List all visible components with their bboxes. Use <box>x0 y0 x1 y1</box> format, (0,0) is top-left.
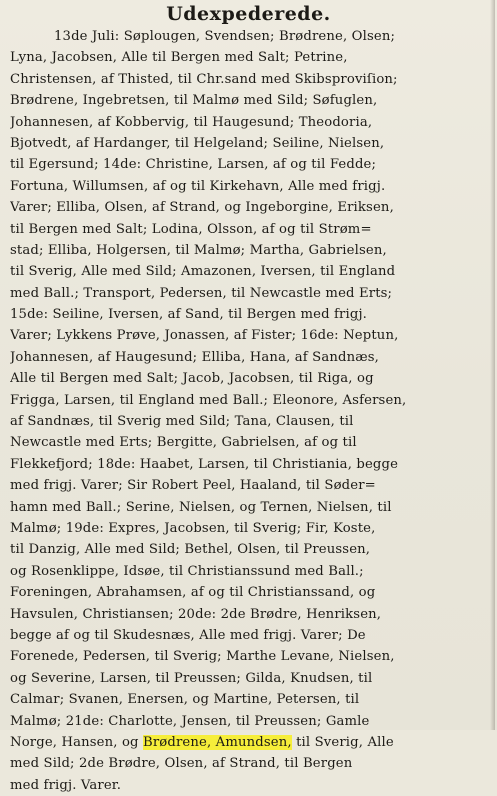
text-line: Calmar; Svanen, Enersen, og Martine, Petersen, til <box>10 692 360 708</box>
text-line: Varer; Elliba, Olsen, af Strand, og Ingeborgine, Eriksen, <box>10 200 394 216</box>
text-line: begge af og til Skudesnæs, Alle med frigj. Varer; De <box>10 627 366 643</box>
text-line: stad; Elliba, Holgersen, til Malmø; Martha, Gabrielsen, <box>10 242 387 258</box>
text-line: Malmø; 19de: Expres, Jacobsen, til Sverig; Fir, Koste, <box>10 520 376 536</box>
text-line: Havsulen, Christiansen; 20de: 2de Brødre, Henriksen, <box>10 606 382 622</box>
text-line: Malmø; 21de: Charlotte, Jensen, til Preussen; Gamle <box>10 713 370 729</box>
text-line: til Danzig, Alle med Sild; Bethel, Olsen, til Preussen, <box>10 542 371 558</box>
text-line-34-before: Norge, Hansen, og <box>10 734 143 750</box>
text-line: hamn med Ball.; Serine, Nielsen, og Ternen, Nielsen, til <box>10 499 392 515</box>
text-line: 15de: Seiline, Iversen, af Sand, til Bergen med frigj. <box>10 307 368 323</box>
text-line: Fortuna, Willumsen, af og til Kirkehavn, Alle med frigj. <box>10 178 386 194</box>
text-line: Foreningen, Abrahamsen, af og til Christianssand, og <box>10 585 376 601</box>
text-line: Frigga, Larsen, til England med Ball.; Eleonore, Asfersen, <box>10 392 407 408</box>
text-line: Alle til Bergen med Salt; Jacob, Jacobsen, til Riga, og <box>10 371 374 387</box>
text-line: Johannesen, af Haugesund; Elliba, Hana, af Sandnæs, <box>10 349 380 365</box>
text-line: til Egersund; 14de: Christine, Larsen, af og til Fedde; <box>10 157 377 173</box>
text-line: og Rosenklippe, Idsøe, til Christianssund med Ball.; <box>10 563 364 579</box>
text-line: Lyna, Jacobsen, Alle til Bergen med Salt; Petrine, <box>10 50 348 66</box>
text-line: med Ball.; Transport, Pedersen, til Newcastle med Erts; <box>10 285 393 301</box>
text-line: til Bergen med Salt; Lodina, Olsson, af og til Strøm= <box>10 221 372 237</box>
page-edge-shadow <box>490 0 495 730</box>
text-line: Brødrene, Ingebretsen, til Malmø med Sild; Søfuglen, <box>10 93 378 109</box>
text-line: Bjotvedt, af Hardanger, til Helgeland; Seiline, Nielsen, <box>10 135 385 151</box>
text-line: Flekkefjord; 18de: Haabet, Larsen, til Christiania, begge <box>10 456 399 472</box>
text-line: Johannesen, af Kobbervig, til Haugesund; Theodoria, <box>10 114 373 130</box>
section-heading: Udexpederede. <box>166 3 331 25</box>
highlighted-phrase: Brødrene, Amundsen, <box>143 734 292 750</box>
text-line: og Severine, Larsen, til Preussen; Gilda, Knudsen, til <box>10 670 373 686</box>
text-line-36: med frigj. Varer. <box>10 777 122 793</box>
text-line: Christensen, af Thisted, til Chr.sand med Skibsproviſion; <box>10 71 398 87</box>
text-line-34 <box>10 732 484 753</box>
text-line: 13de Juli: Søplougen, Svendsen; Brødrene, Olsen; <box>54 29 396 44</box>
text-line: med frigj. Varer; Sir Robert Peel, Haaland, til Søder= <box>10 478 376 494</box>
text-line: Forenede, Pedersen, til Sverig; Marthe Levane, Nielsen, <box>10 649 395 665</box>
text-line: af Sandnæs, til Sverig med Sild; Tana, Clausen, til <box>10 414 354 430</box>
text-line-34-after: til Sverig, Alle <box>291 734 394 750</box>
text-line: Newcastle med Erts; Bergitte, Gabrielsen, af og til <box>10 435 357 451</box>
text-line: til Sverig, Alle med Sild; Amazonen, Iversen, til England <box>10 264 396 280</box>
shipping-report-body <box>10 26 484 796</box>
text-lines <box>10 26 484 732</box>
text-line: Varer; Lykkens Prøve, Jonassen, af Fister; 16de: Neptun, <box>10 328 399 344</box>
text-line-35: med Sild; 2de Brødre, Olsen, af Strand, til Bergen <box>10 756 353 772</box>
